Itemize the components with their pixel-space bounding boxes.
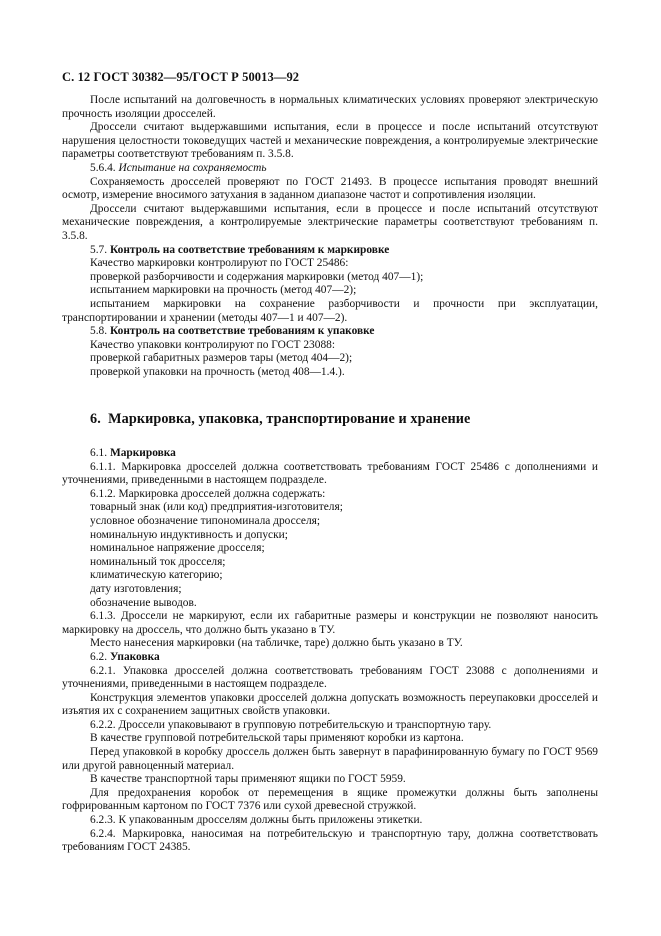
subsection-heading-6-2 <box>62 651 598 665</box>
heading-title: Упаковка <box>109 650 160 663</box>
subsection-heading-5-6-4 <box>62 162 598 176</box>
paragraph: 6.1.2. Маркировка дросселей должна содержать: <box>90 487 326 500</box>
heading-number: 5.8. <box>90 325 108 338</box>
heading-number: 6.2. <box>90 650 108 663</box>
paragraph: 6.2.4. Маркировка, наносимая на потребительскую и транспортную тару, должна соответствовать требованиям ГОСТ 24385. <box>62 827 598 854</box>
list-item: проверкой упаковки на прочность (метод 408—1.4.). <box>90 365 345 378</box>
list-item: товарный знак (или код) предприятия-изготовителя; <box>90 501 343 514</box>
list-item: номинальный ток дросселя; <box>90 555 226 568</box>
list-item: дату изготовления; <box>90 582 182 595</box>
page-header: С. 12 ГОСТ 30382—95/ГОСТ Р 50013—92 <box>62 70 300 84</box>
paragraph: В качестве транспортной тары применяют ящики по ГОСТ 5959. <box>90 773 406 786</box>
paragraph: Для предохранения коробок от перемещения в ящике промежутки должны быть заполнены гофрированным картоном по ГОСТ 7376 или сухой древесной стружкой. <box>62 786 598 813</box>
paragraph: Сохраняемость дросселей проверяют по ГОСТ 21493. В процессе испытания проводят внешний осмотр, измерение вносимого затухания в заданном диапазоне частот и сопротивления изоляции. <box>62 175 598 202</box>
paragraph: Качество упаковки контролируют по ГОСТ 23088: <box>90 338 336 351</box>
heading-number: 5.6.4. <box>90 161 116 174</box>
section-title-text: Маркировка, упаковка, транспортирование и хранение <box>108 411 471 427</box>
paragraph: Перед упаковкой в коробку дроссель должен быть завернут в парафинированную бумагу по ГОСТ 9569 или другой равноценный материал. <box>62 746 598 772</box>
paragraph: 6.2.3. К упакованным дросселям должны быть приложены этикетки. <box>90 814 423 827</box>
list-item: проверкой габаритных размеров тары (метод 404—2); <box>90 352 353 365</box>
heading-number: 5.7. <box>90 243 108 256</box>
heading-title: Контроль на соответствие требованиям к упаковке <box>109 325 375 338</box>
paragraph: 6.1.1. Маркировка дросселей должна соответствовать требованиям ГОСТ 25486 с дополнениями и уточнениями, приведенными в настоящем подразделе. <box>62 460 598 487</box>
list-item: проверкой разборчивости и содержания маркировки (метод 407—1); <box>90 270 424 283</box>
subsection-heading-6-1 <box>62 447 598 461</box>
section-5-continuation <box>62 94 598 379</box>
heading-title: Испытание на сохраняемость <box>118 161 267 174</box>
paragraph: Дроссели считают выдержавшими испытания, если в процессе и после испытаний отсутствуют нарушения целостности токоведущих частей и механические повреждения, а контролируемые электрические параметры соответствуют требованиям п. 3.5.8. <box>62 121 598 161</box>
heading-title: Маркировка <box>109 447 176 459</box>
paragraph: В качестве групповой потребительской тары применяют коробки из картона. <box>90 732 464 745</box>
list-item: номинальное напряжение дросселя; <box>90 542 265 555</box>
paragraph: 6.2.1. Упаковка дросселей должна соответствовать требованиям ГОСТ 23088 с дополнениями и уточнениями, приведенными в настоящем подразделе. <box>62 664 598 691</box>
paragraph: Место нанесения маркировки (на табличке, таре) должно быть указано в ТУ. <box>90 637 463 650</box>
list-item: климатическую категорию; <box>90 569 223 582</box>
list-item: номинальную индуктивность и допуски; <box>90 528 288 541</box>
section-6-title <box>90 413 470 427</box>
list-item: испытанием маркировки на сохранение разборчивости и прочности при эксплуатации, транспортировании и хранении (методы 407—1 и 407—2). <box>62 297 598 324</box>
list-item: условное обозначение типономинала дросселя; <box>90 514 321 527</box>
heading-number: 6.1. <box>90 447 108 459</box>
list-item: испытанием маркировки на прочность (метод 407—2); <box>90 284 357 297</box>
paragraph: 6.1.3. Дроссели не маркируют, если их габаритные размеры и конструкции не позволяют наносить маркировку на дроссель, что должно быть указано в ТУ. <box>62 610 598 636</box>
paragraph: 6.2.2. Дроссели упаковывают в групповую потребительскую и транспортную тару. <box>90 718 492 731</box>
paragraph: Дроссели считают выдержавшими испытания, если в процессе и после испытаний отсутствуют механические повреждения, а контролируемые электрические параметры соответствуют требованиям п. 3.5.8. <box>62 202 598 242</box>
list-item: обозначение выводов. <box>90 596 197 609</box>
subsection-heading-5-8 <box>62 325 598 339</box>
section-6-body <box>62 447 598 855</box>
paragraph: Качество маркировки контролируют по ГОСТ 25486: <box>90 257 349 270</box>
subsection-heading-5-7 <box>62 244 598 258</box>
section-number: 6. <box>90 411 101 427</box>
paragraph: Конструкция элементов упаковки дросселей должна допускать возможность переупаковки дросселей и изъятия их с сохранением защитных свойств упаковки. <box>62 691 598 718</box>
heading-title: Контроль на соответствие требованиям к маркировке <box>109 243 390 256</box>
paragraph: После испытаний на долговечность в нормальных климатических условиях проверяют электрическую прочность изоляции дросселей. <box>62 94 598 120</box>
